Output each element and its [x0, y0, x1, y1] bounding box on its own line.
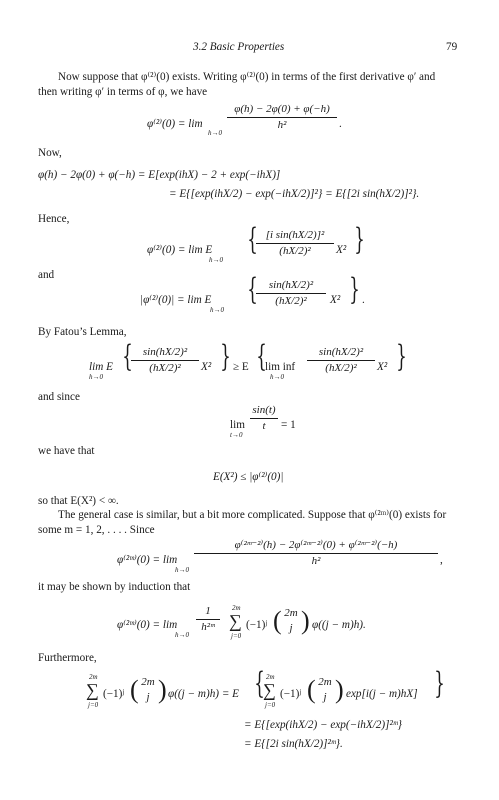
paragraph-line: The general case is similar, but a bit more complicated. Suppose that φ⁽²ᵐ⁾(0) exists for — [58, 509, 447, 521]
fraction — [250, 404, 278, 433]
right-brace: } — [220, 339, 231, 374]
equation-term: X² — [330, 294, 341, 306]
paragraph-line: it may be shown by induction that — [38, 581, 191, 593]
fraction-bar — [227, 117, 337, 118]
fraction — [227, 103, 337, 132]
numerator: sin(hX/2)² — [318, 346, 364, 358]
punctuation: . — [362, 294, 365, 306]
equation-lhs: lim E — [89, 361, 113, 373]
fraction-bar — [307, 360, 375, 361]
sum-upper-limit: 2m — [232, 604, 241, 612]
paragraph-line: we have that — [38, 445, 95, 457]
right-brace: } — [396, 339, 407, 374]
summation-sign: ∑ — [229, 611, 242, 631]
paragraph-line: then writing φ′ in terms of φ, we have — [38, 86, 208, 98]
fraction — [256, 229, 334, 258]
limit-subscript: h→0 — [210, 306, 224, 314]
paragraph-line: By Fatou’s Lemma, — [38, 326, 127, 338]
numerator: [i sin(hX/2)]² — [265, 229, 325, 241]
sum-lower-limit: j=0 — [88, 701, 99, 709]
fraction-bar — [256, 293, 326, 294]
paragraph-line: and — [38, 269, 55, 281]
fraction — [196, 605, 220, 634]
fraction — [256, 279, 326, 308]
limit-subscript: h→0 — [208, 129, 222, 137]
equation-term: exp[i(j − m)hX] — [346, 688, 418, 700]
running-header: 3.2 Basic Properties — [193, 41, 285, 53]
limit-subscript: t→0 — [230, 431, 243, 439]
denominator: (hX/2)² — [149, 362, 181, 374]
denominator: (hX/2)² — [279, 245, 311, 257]
limit-subscript: h→0 — [209, 256, 223, 264]
paragraph-line: Hence, — [38, 213, 70, 225]
binomial-top: 2m — [284, 607, 298, 619]
punctuation: . — [339, 118, 342, 130]
fraction-bar — [194, 553, 438, 554]
left-brace: { — [122, 339, 133, 374]
equation-term: (−1)ʲ — [280, 688, 302, 700]
paragraph-line: some m = 1, 2, . . . . Since — [38, 524, 155, 536]
equation-line: φ(h) − 2φ(0) + φ(−h) = E[exp(ihX) − 2 + exp(−ihX)] — [38, 169, 281, 181]
paragraph-line: so that E(X²) < ∞. — [38, 495, 119, 507]
fraction — [194, 539, 438, 568]
sum-upper-limit: 2m — [89, 673, 98, 681]
numerator: φ(h) − 2φ(0) + φ(−h) — [234, 103, 330, 115]
right-brace: } — [434, 666, 445, 701]
sum-upper-limit: 2m — [266, 673, 275, 681]
denominator: (hX/2)² — [325, 362, 357, 374]
equation-lhs: φ⁽²ᵐ⁾(0) = lim — [117, 554, 178, 566]
binomial-right-paren: ) — [158, 675, 167, 704]
equation-term: X² — [377, 361, 388, 373]
binomial-top: 2m — [318, 676, 332, 688]
paragraph-line: Now, — [38, 147, 62, 159]
equation-term: φ((j − m)h) = E — [168, 688, 239, 700]
sum-lower-limit: j=0 — [231, 632, 242, 640]
equation-term: (−1)ʲ — [103, 688, 125, 700]
fraction-bar — [256, 243, 334, 244]
equation-line: = E{[2i sin(hX/2)]²ᵐ}. — [244, 738, 343, 750]
binomial-left-paren: ( — [273, 606, 282, 635]
page-number: 79 — [446, 41, 458, 53]
limit-subscript: h→0 — [175, 631, 189, 639]
binomial-top: 2m — [141, 676, 155, 688]
equation-line: = E{[exp(ihX/2) − exp(−ihX/2)]²ᵐ} — [244, 719, 402, 731]
left-brace: { — [247, 272, 258, 307]
equation-term: = 1 — [281, 419, 296, 431]
numerator: sin(t) — [252, 404, 276, 416]
binomial-left-paren: ( — [130, 675, 139, 704]
limit-subscript: h→0 — [89, 373, 103, 381]
binomial-left-paren: ( — [307, 675, 316, 704]
denominator: t — [262, 420, 266, 432]
left-brace: { — [254, 666, 265, 701]
denominator: h² — [277, 119, 287, 131]
denominator: (hX/2)² — [275, 295, 307, 307]
equation-lhs: φ⁽²ᵐ⁾(0) = lim — [117, 619, 178, 631]
denominator: h² — [311, 555, 321, 567]
equation-term: lim inf — [265, 361, 296, 373]
equation-lhs: lim — [230, 419, 245, 431]
limit-subscript: h→0 — [175, 566, 189, 574]
binomial-bottom: j — [289, 622, 293, 634]
equation-line: E(X²) ≤ |φ⁽²⁾(0)| — [213, 471, 284, 483]
denominator: h²ᵐ — [201, 621, 215, 633]
paragraph-line: Now suppose that φ⁽²⁾(0) exists. Writing φ⁽²⁾(0) in terms of the first derivative φ′ and — [58, 71, 436, 83]
equation-term: X² — [201, 361, 212, 373]
summation-sign: ∑ — [263, 680, 276, 700]
binomial-bottom: j — [146, 691, 150, 703]
equation-lhs: φ⁽²⁾(0) = lim — [147, 118, 203, 130]
fraction — [131, 346, 199, 375]
numerator: sin(hX/2)² — [142, 346, 188, 358]
left-brace: { — [247, 222, 258, 257]
left-brace: { — [256, 339, 267, 374]
fraction-bar — [250, 418, 278, 419]
equation-term: X² — [336, 244, 347, 256]
paragraph-line: and since — [38, 391, 80, 403]
numerator: sin(hX/2)² — [268, 279, 314, 291]
numerator: 1 — [205, 605, 211, 617]
summation-sign: ∑ — [86, 680, 99, 700]
paragraph-line: Furthermore, — [38, 652, 97, 664]
fraction — [307, 346, 375, 375]
limit-subscript: h→0 — [270, 373, 284, 381]
equation-term: ≥ E — [233, 361, 249, 373]
sum-lower-limit: j=0 — [265, 701, 276, 709]
equation-line: = E{[exp(ihX/2) − exp(−ihX/2)]²} = E{[2i sin(hX/2)]²}. — [169, 188, 420, 200]
equation-lhs: |φ⁽²⁾(0)| = lim E — [140, 294, 212, 306]
binomial-right-paren: ) — [335, 675, 344, 704]
equation-term: φ((j − m)h). — [312, 619, 366, 631]
equation-term: (−1)ʲ — [246, 619, 268, 631]
binomial-bottom: j — [323, 691, 327, 703]
right-brace: } — [349, 272, 360, 307]
equation-lhs: φ⁽²⁾(0) = lim E — [147, 244, 213, 256]
fraction-bar — [196, 619, 220, 620]
fraction-bar — [131, 360, 199, 361]
punctuation: , — [440, 554, 443, 566]
numerator: φ⁽²ᵐ⁻²⁾(h) − 2φ⁽²ᵐ⁻²⁾(0) + φ⁽²ᵐ⁻²⁾(−h) — [234, 539, 398, 551]
binomial-right-paren: ) — [301, 606, 310, 635]
right-brace: } — [354, 222, 365, 257]
